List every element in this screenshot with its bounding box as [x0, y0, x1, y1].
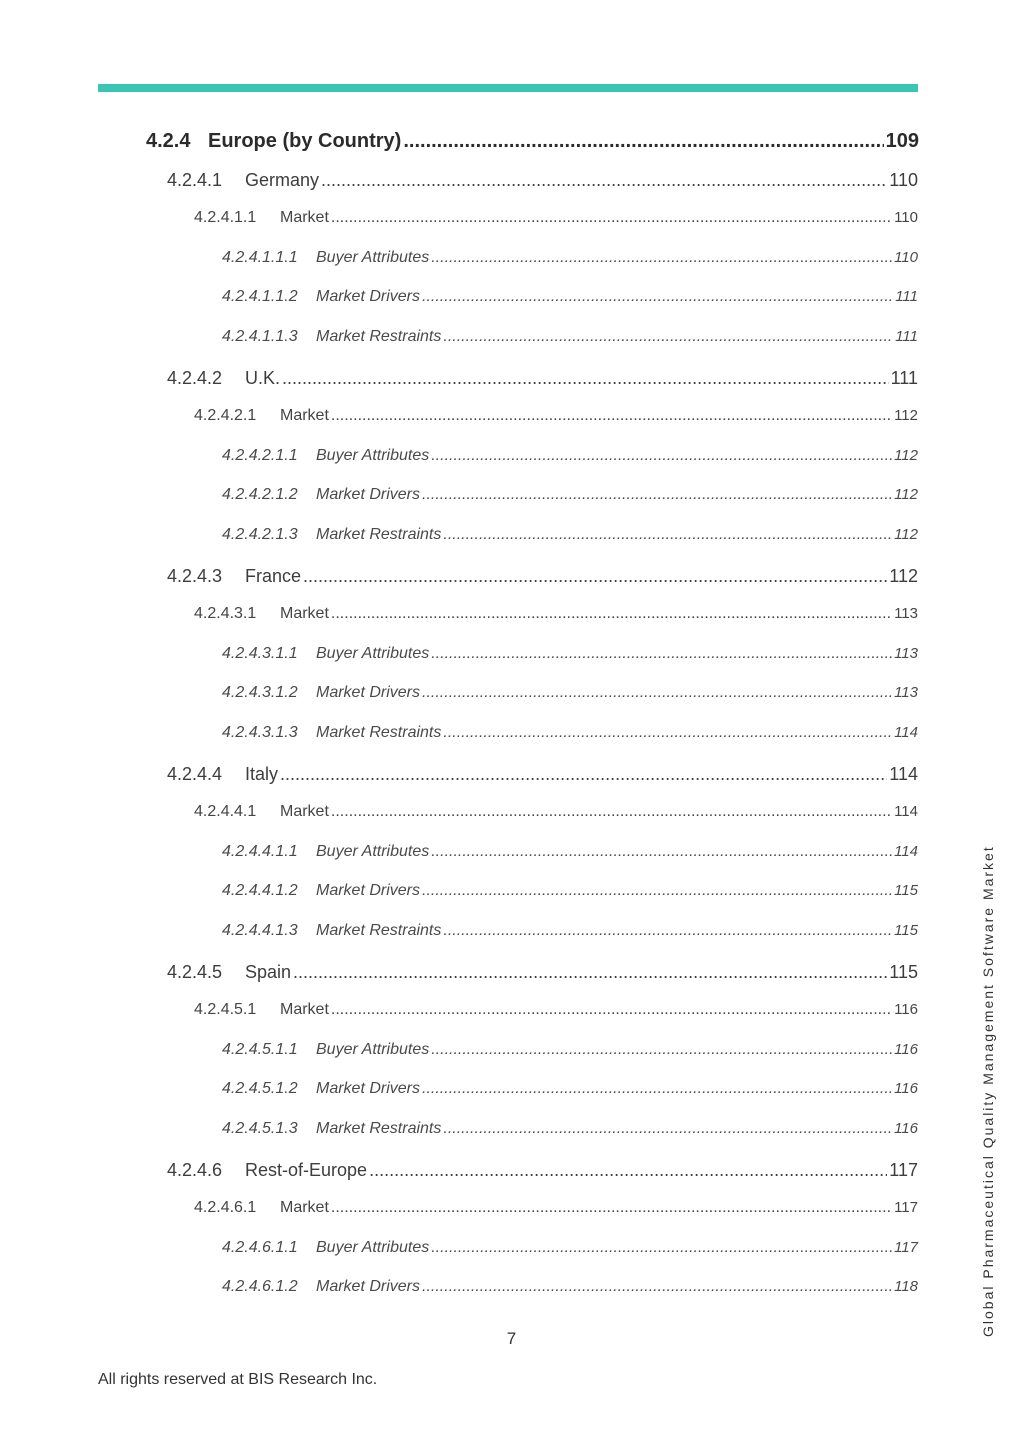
toc-entry[interactable] [222, 288, 918, 306]
toc-entry-title: Rest-of-Europe [245, 1159, 368, 1180]
toc-entry-page: 112 [894, 446, 918, 464]
toc-entry-number: 4.2.4.5.1.1 [222, 1040, 298, 1058]
toc-entry-title: Market Restraints [316, 328, 442, 345]
toc-entry-page: 110 [889, 169, 918, 190]
toc-entry-number: 4.2.4.6 [167, 1159, 223, 1180]
toc-dot-leader [431, 1041, 892, 1059]
toc-dot-leader [321, 170, 887, 191]
toc-entry-number: 4.2.4.3.1.3 [222, 724, 298, 741]
toc-entry-page: 117 [894, 1238, 918, 1256]
toc-entry-page: 111 [890, 367, 918, 388]
toc-entry-page: 114 [894, 803, 918, 821]
toc-dot-leader [443, 328, 893, 346]
toc-entry[interactable] [222, 1239, 918, 1257]
toc-dot-leader [369, 1160, 887, 1181]
toc-dot-leader [422, 882, 892, 900]
toc-entry-page: 112 [894, 486, 918, 504]
toc-entry-page: 113 [894, 605, 918, 623]
toc-dot-leader [403, 130, 883, 153]
toc-entry-number: 4.2.4.5.1.3 [222, 1120, 298, 1137]
toc-entry[interactable] [222, 843, 918, 861]
toc-entry-title: Spain [245, 961, 292, 982]
toc-entry-number: 4.2.4.4.1.3 [222, 922, 298, 939]
toc-entry[interactable] [222, 486, 918, 504]
toc-entry-title: Market [280, 407, 329, 425]
toc-entry[interactable] [146, 130, 919, 153]
toc-entry-page: 115 [894, 922, 918, 939]
toc-entry[interactable] [194, 803, 918, 821]
toc-entry[interactable] [222, 684, 918, 702]
toc-entry[interactable] [194, 209, 918, 227]
toc-entry[interactable] [194, 605, 918, 623]
toc-entry-title: Germany [245, 169, 320, 190]
toc-entry-page: 117 [894, 1199, 918, 1217]
toc-dot-leader [431, 447, 892, 465]
toc-entry-title: Market [280, 1199, 329, 1217]
toc-entry-title: U.K. [245, 367, 281, 388]
toc-entry-number: 4.2.4.6.1.1 [222, 1238, 298, 1256]
toc-entry-number: 4.2.4.2.1.2 [222, 486, 298, 504]
toc-entry-page: 113 [894, 644, 918, 662]
toc-entry[interactable] [222, 526, 918, 544]
toc-dot-leader [422, 1080, 892, 1098]
toc-dot-leader [331, 605, 892, 623]
toc-entry-page: 109 [885, 130, 919, 152]
toc-entry-title: Market Restraints [316, 922, 442, 939]
toc-entry-title: Buyer Attributes [316, 842, 430, 860]
toc-entry-number: 4.2.4.4.1.1 [222, 842, 298, 860]
toc-entry[interactable] [194, 1001, 918, 1019]
toc-entry-title: Market [280, 605, 329, 623]
toc-entry-page: 112 [894, 407, 918, 425]
toc-entry-title: Market [280, 803, 329, 821]
toc-entry-number: 4.2.4.1.1 [194, 209, 257, 227]
toc-dot-leader [331, 407, 892, 425]
toc-entry-page: 116 [894, 1040, 918, 1058]
toc-entry[interactable] [222, 1278, 918, 1296]
toc-entry-number: 4.2.4.4.1 [194, 803, 257, 821]
toc-entry-number: 4.2.4.4.1.2 [222, 882, 298, 900]
toc-dot-leader [331, 1199, 892, 1217]
toc-entry[interactable] [222, 882, 918, 900]
toc-entry-title: Italy [245, 763, 279, 784]
toc-entry-number: 4.2.4.2.1 [194, 407, 257, 425]
toc-entry-title: Market Drivers [316, 1080, 421, 1098]
toc-entry-number: 4.2.4.3.1 [194, 605, 257, 623]
toc-entry-title: Market Drivers [316, 288, 421, 306]
toc-dot-leader [331, 209, 892, 227]
toc-entry-page: 115 [894, 882, 918, 900]
toc-entry-number: 4.2.4.2.1.1 [222, 446, 298, 464]
toc-entry-title: Market Drivers [316, 882, 421, 900]
toc-entry-title: Market Drivers [316, 1278, 421, 1296]
toc-dot-leader [331, 1001, 892, 1019]
toc-entry-page: 115 [889, 961, 918, 982]
toc-entry-title: Market [280, 209, 329, 227]
toc-entry-number: 4.2.4.2 [167, 367, 223, 388]
toc-dot-leader [431, 249, 892, 267]
header-accent-bar [98, 84, 918, 92]
toc-dot-leader [443, 724, 892, 742]
toc-entry-page: 114 [894, 724, 918, 741]
toc-dot-leader [422, 486, 892, 504]
toc-entry-number: 4.2.4.3.1.2 [222, 684, 298, 702]
toc-entry-number: 4.2.4.1.1.1 [222, 248, 298, 266]
toc-dot-leader [293, 962, 887, 983]
toc-entry-number: 4.2.4.3 [167, 565, 223, 586]
toc-entry-number: 4.2.4.3.1.1 [222, 644, 298, 662]
toc-dot-leader [303, 566, 887, 587]
toc-entry-number: 4.2.4.1 [167, 169, 223, 190]
page-number: 7 [506, 1329, 517, 1348]
toc-entry-number: 4.2.4.1.1.2 [222, 288, 298, 306]
toc-entry-title: Buyer Attributes [316, 1040, 430, 1058]
toc-entry[interactable] [222, 249, 918, 267]
toc-entry[interactable] [222, 1120, 918, 1138]
toc-entry[interactable] [167, 170, 918, 191]
toc-entry[interactable] [194, 407, 918, 425]
toc-entry-number: 4.2.4.1.1.3 [222, 328, 298, 345]
toc-entry-title: Market [280, 1001, 329, 1019]
toc-entry-number: 4.2.4.6.1.2 [222, 1278, 298, 1296]
toc-entry-page: 112 [889, 565, 918, 586]
toc-entry-page: 111 [895, 288, 918, 306]
toc-dot-leader [422, 288, 893, 306]
toc-entry-number: 4.2.4 [146, 130, 191, 152]
toc-entry[interactable] [167, 368, 918, 389]
toc-entry-page: 111 [895, 328, 918, 345]
toc-entry[interactable] [222, 1080, 918, 1098]
toc-entry[interactable] [222, 447, 918, 465]
toc-entry-page: 114 [894, 842, 918, 860]
toc-dot-leader [422, 684, 892, 702]
toc-entry-number: 4.2.4.5 [167, 961, 223, 982]
toc-entry-title: Market Restraints [316, 1120, 442, 1137]
toc-entry[interactable] [194, 1199, 918, 1217]
toc-entry-page: 110 [894, 248, 918, 266]
toc-entry[interactable] [222, 645, 918, 663]
toc-dot-leader [431, 645, 892, 663]
toc-dot-leader [331, 803, 892, 821]
toc-entry-page: 110 [894, 209, 918, 227]
toc-entry-title: Market Drivers [316, 486, 421, 504]
toc-entry-title: Buyer Attributes [316, 248, 430, 266]
toc-dot-leader [431, 843, 892, 861]
toc-dot-leader [280, 764, 887, 785]
toc-entry-page: 114 [889, 763, 918, 784]
toc-entry[interactable] [222, 922, 918, 940]
toc-entry-title: Market Restraints [316, 526, 442, 543]
toc-entry-page: 116 [894, 1120, 918, 1137]
toc-entry[interactable] [222, 1041, 918, 1059]
toc-entry[interactable] [222, 724, 918, 742]
toc-dot-leader [431, 1239, 892, 1257]
toc-dot-leader [443, 922, 892, 940]
toc-entry-title: Buyer Attributes [316, 1238, 430, 1256]
toc-entry-page: 112 [894, 526, 918, 543]
toc-entry-title: France [245, 565, 302, 586]
toc-entry-number: 4.2.4.6.1 [194, 1199, 257, 1217]
toc-entry-title: Europe (by Country) [208, 130, 402, 152]
toc-entry-number: 4.2.4.4 [167, 763, 223, 784]
toc-entry-number: 4.2.4.5.1 [194, 1001, 257, 1019]
toc-entry[interactable] [167, 962, 918, 983]
toc-entry-title: Market Restraints [316, 724, 442, 741]
side-report-title: Global Pharmaceutical Quality Management Software Market [980, 845, 996, 1337]
toc-entry-page: 116 [894, 1001, 918, 1019]
toc-entry-title: Buyer Attributes [316, 644, 430, 662]
toc-entry-page: 118 [894, 1278, 918, 1296]
toc-dot-leader [443, 526, 892, 544]
toc-entry-page: 113 [894, 684, 918, 702]
toc-entry-page: 117 [889, 1159, 918, 1180]
toc-entry[interactable] [167, 566, 918, 587]
toc-entry-number: 4.2.4.2.1.3 [222, 526, 298, 543]
toc-entry[interactable] [167, 1160, 918, 1181]
toc-dot-leader [422, 1278, 892, 1296]
toc-entry-title: Buyer Attributes [316, 446, 430, 464]
toc-entry-title: Market Drivers [316, 684, 421, 702]
toc-dot-leader [282, 368, 889, 389]
toc-entry-number: 4.2.4.5.1.2 [222, 1080, 298, 1098]
toc-entry[interactable] [222, 328, 918, 346]
toc-entry-page: 116 [894, 1080, 918, 1098]
toc-dot-leader [443, 1120, 892, 1138]
toc-entry[interactable] [167, 764, 918, 785]
footer-copyright: All rights reserved at BIS Research Inc. [98, 1371, 378, 1388]
